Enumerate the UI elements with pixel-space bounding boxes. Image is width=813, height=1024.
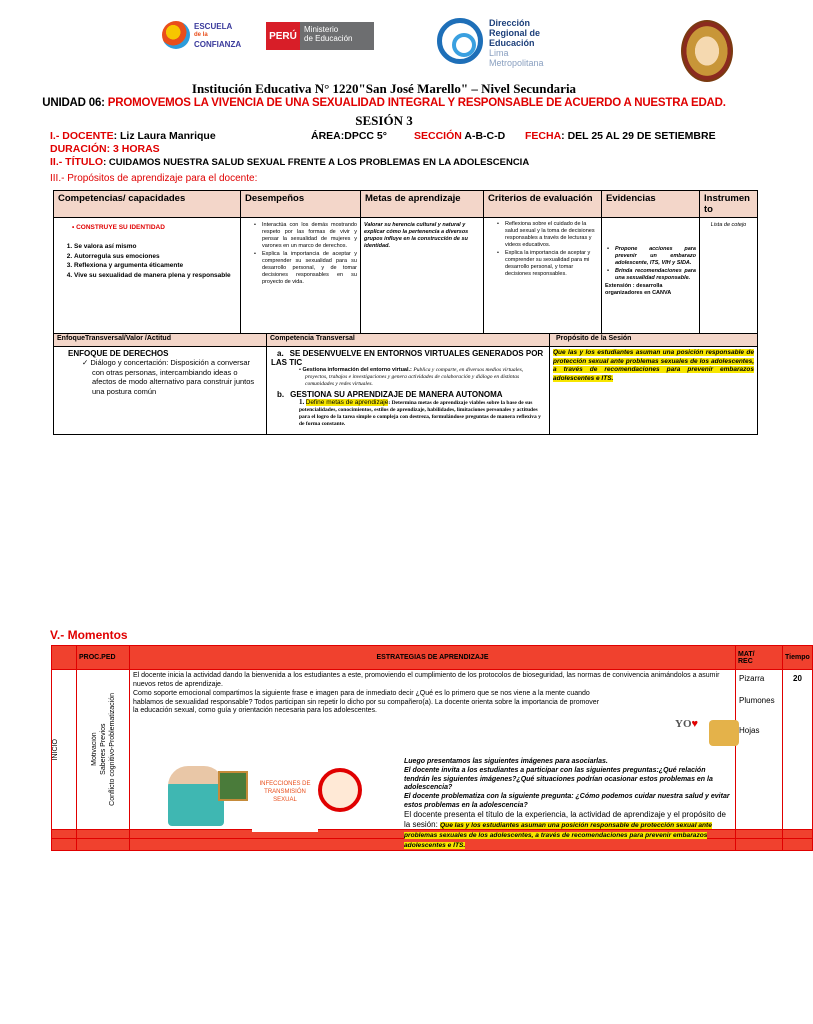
materiales-cell <box>736 670 783 830</box>
evidencia-item: • Propone acciones para prevenir un embarazo adolescente, ITS, VIH y SIDA. <box>615 246 696 267</box>
enfoque-cell <box>54 347 267 435</box>
inicio-paragraph-2: Como soporte emocional compartimos la siguiente frase e imagen para de inmediato decir ¿Qué es lo primero que se nos viene a la mente cuando hablamos de sexualidad responsable? Todos participan sin repetir lo dicho por su compañero(a). La docente orienta sobre la importancia de promover la educación sexual, como guía y orientación necesaria para los adolescentes. <box>133 690 600 715</box>
capacidad-item: 4. Vive su sexualidad de manera plena y responsable <box>74 271 236 281</box>
header-competencias: Competencias/ capacidades <box>54 191 241 218</box>
proc-labels: Motivación Saberes Previos Conflicto cognitivo-Problematización <box>90 693 116 806</box>
comp-a-item: • Gestiona información del entorno virtual.: Publica y comparte, en diversos medios virtuales, proyectos, trabajos e investigaciones y genera actividades de colaboración y diálogo en distintas comunidades y redes virtuales. <box>299 367 524 387</box>
images-group <box>168 766 368 832</box>
section-label: SECCIÓN <box>414 130 462 142</box>
minedu-logo <box>266 22 374 50</box>
shield-image-icon <box>709 720 739 746</box>
extension-text: Extensión : desarrolla organizadores en CANVA <box>605 283 672 296</box>
question-2: El docente invita a los estudiantes a participar con las siguientes preguntas:¿Qué relación tendrán les siguientes imágenes?¿Qué situaciones podrían ocasionar estos problemas en la adolescencia? <box>404 767 713 792</box>
header-desempenos: Desempeños <box>241 191 361 218</box>
fase-label: INICIO <box>52 738 59 761</box>
session-title: SESIÓN 3 <box>355 113 413 128</box>
school-crest-icon <box>681 20 733 82</box>
enfoque-item: ✓ Diálogo y concertación: Disposición a conversar con otras personas, intercambiando ideas o afectos de modo alternativo para construir juntos una postura común <box>72 358 262 396</box>
comp-b: b. GESTIONA SU APRENDIZAJE DE MANERA AUTONOMA <box>277 390 503 399</box>
question-1: Luego presentamos las siguientes imágenes para asociarlas. <box>404 758 608 765</box>
criterio-item: • Reflexiona sobre el cuidado de la salud sexual y la toma de decisiones responsables a través de lecturas y videos educativos. <box>505 221 598 249</box>
unit-label: UNIDAD 06: <box>42 97 105 109</box>
header-criterios: Criterios de evaluación <box>484 191 602 218</box>
desempenos-list <box>244 222 357 286</box>
competencia-transversal-cell <box>267 347 550 435</box>
material-item: Pizarra <box>739 674 765 683</box>
proc-cell <box>77 670 130 830</box>
topic-label: II.- TÍTULO <box>50 156 104 168</box>
chalkboard-image <box>218 771 248 801</box>
header-tiempo: Tiempo <box>783 646 813 670</box>
peru-label: PERÚ <box>266 22 300 50</box>
escuela-line1: ESCUELA <box>194 21 233 31</box>
header-proc-ped: PROC.PED <box>77 646 130 670</box>
desempeno-item: • Explica la importancia de aceptar y comprender su sexualidad para su desarrollo personal, y de tomar decisiones responsables en su proyecto de vida. <box>262 251 357 286</box>
material-item: Hojas <box>739 726 760 735</box>
date-label: FECHA <box>525 130 562 142</box>
desempenos-cell <box>241 218 361 334</box>
competencies-table <box>53 190 758 334</box>
teacher-line <box>50 130 216 142</box>
escuela-line3: CONFIANZA <box>194 39 242 49</box>
escuela-confianza-logo <box>162 20 262 50</box>
header-enfoque: EnfoqueTransversal/Valor /Actitud <box>54 334 267 347</box>
comp-a: a. SE DESENVUELVE EN ENTORNOS VIRTUALES GENERADOS POR LAS TIC <box>271 349 544 367</box>
evidencias-list <box>605 246 696 282</box>
metas-text: Valorar su herencia cultural y natural y explicar cómo la pertenencia a diversos grupos influye en la construcción de su identidad. <box>364 222 469 249</box>
capacidades-list <box>58 242 236 280</box>
section-value: A-B-C-D <box>464 130 506 142</box>
topic-value: : CUIDAMOS NUESTRA SALUD SEXUAL FRENTE A LOS PROBLEMAS EN LA ADOLESCENCIA <box>103 157 530 168</box>
estrategias-cell <box>130 670 736 849</box>
transversal-table <box>53 333 758 435</box>
dre-line1: Dirección <box>489 18 531 28</box>
criterios-cell <box>484 218 602 334</box>
header-estrategias: ESTRATEGIAS DE APRENDIZAJE <box>130 646 736 670</box>
ministerio-line2: de Educación <box>304 34 353 43</box>
header-mat-rec: MAT/ REC <box>736 646 783 670</box>
purposes-heading: III.- Propósitos de aprendizaje para el docente: <box>50 173 258 184</box>
proposito-cell <box>550 347 758 435</box>
teacher-label: I.- DOCENTE <box>50 130 114 142</box>
duration: DURACIÓN: 3 HORAS <box>50 143 160 155</box>
header-metas: Metas de aprendizaje <box>361 191 484 218</box>
pregnant-teen-image <box>168 766 224 826</box>
dre-circle-icon <box>437 18 483 64</box>
area-label: ÁREA <box>311 130 341 142</box>
header-competencia-transversal: Competencia Transversal <box>267 334 550 347</box>
capacidad-item: 1. Se valora así mismo <box>74 242 236 252</box>
dre-line3: Educación <box>489 38 535 48</box>
date-line <box>525 130 716 142</box>
dre-sub1: Lima <box>489 48 509 58</box>
evidencias-cell <box>602 218 700 334</box>
unit-name: PROMOVEMOS LA VIVENCIA DE UNA SEXUALIDAD INTEGRAL Y RESPONSABLE DE ACUERDO A NUESTRA EDAD. <box>107 97 726 109</box>
momentos-heading: V.- Momentos <box>50 628 128 642</box>
hand-logo-icon <box>162 21 190 49</box>
institution-title: Institución Educativa N° 1220"San José Marello" – Nivel Secundaria <box>191 81 577 96</box>
prohibited-sign-icon <box>318 768 362 812</box>
its-image: INFECCIONES DE TRANSMISIÓN SEXUAL <box>252 768 318 832</box>
instrumento-text: Lista de cotejo <box>710 222 747 228</box>
comp-b-item: 1. Define metas de aprendizaje: Determina metas de aprendizaje viables sobre la base de sus potencialidades, conocimientos, estilos de aprendizaje, habilidades, limitaciones personales y actitudes para el logro de la tarea simple o compleja con destreza, formulándose preguntas de manera reflexiva y de forma constante. <box>299 398 541 427</box>
question-3: El docente problematiza con la siguiente pregunta: ¿Cómo podemos cuidar nuestra salud y evitar estos problemas en la adolescencia? <box>404 793 730 809</box>
metas-cell <box>361 218 484 334</box>
competencias-cell <box>54 218 241 334</box>
teacher-name: : Liz Laura Manrique <box>113 130 216 142</box>
fase-cell <box>52 670 77 830</box>
desempeno-item: • Interactúa con los demás mostrando respeto por las formas de vivir y pensar la sexualidad de mujeres y varones en un marco de derechos. <box>262 222 357 250</box>
material-item: Plumones <box>739 696 775 705</box>
proposito-text: Que las y los estudiantes asuman una posición responsable de protección sexual ante problemas sexuales de los adolescentes, a través de recomendaciones para prevenir embarazos adolescentes e ITS. <box>553 349 754 382</box>
instrumento-cell <box>700 218 758 334</box>
header-evidencias: Evidencias <box>602 191 700 218</box>
session-topic <box>50 156 529 168</box>
enfoque-name: ENFOQUE DE DERECHOS <box>68 349 169 358</box>
criterios-list <box>487 221 598 278</box>
header-instrumento: Instrumento <box>700 191 758 218</box>
question-4: El docente presenta el título de la experiencia, la actividad de aprendizaje y el propósito de la sesión: Que las y los estudiantes asuman una posición responsable de protección sexual ante problemas sexuales de los adolescentes, a través de recomendaciones para prevenir embarazos adolescentes e ITS. <box>404 810 726 849</box>
competencia-name: • CONSTRUYE SU IDENTIDAD <box>72 224 165 231</box>
dre-sub2: Metropolitana <box>489 58 544 68</box>
capacidad-item: 2. Autorregula sus emociones <box>74 252 236 262</box>
evidencia-item: • Brinda recomendaciones para una sexualidad responsable. <box>615 268 696 282</box>
yo-label: YO♥ <box>675 718 699 730</box>
escuela-line2: de la <box>194 31 208 38</box>
tiempo-cell: 20 <box>783 670 813 830</box>
dre-lima-logo <box>437 18 587 66</box>
dre-line2: Regional de <box>489 28 541 38</box>
yo-image <box>675 720 745 748</box>
momentos-table <box>51 645 813 851</box>
unit-title <box>0 97 784 109</box>
section-line <box>414 130 505 142</box>
capacidad-item: 3. Reflexiona y argumenta éticamente <box>74 261 236 271</box>
date-value: : DEL 25 AL 29 DE SETIEMBRE <box>561 130 716 142</box>
area-value: :DPCC 5° <box>340 130 387 142</box>
area-line <box>311 130 387 142</box>
criterio-item: • Explica la importancia de aceptar y comprender su sexualidad para mi desarrollo personal, y tomar decisiones responsables. <box>505 250 598 278</box>
header-proposito: Propósito de la Sesión <box>550 334 758 347</box>
ministerio-line1: Ministerio <box>304 25 339 34</box>
inicio-paragraph-1: El docente inicia la actividad dando la bienvenida a los estudiantes a este, promoviendo el cumplimiento de los protocolos de bioseguridad, las normas de convivencia animándolos a asumir nuevos retos de aprendizaje. <box>133 672 720 688</box>
